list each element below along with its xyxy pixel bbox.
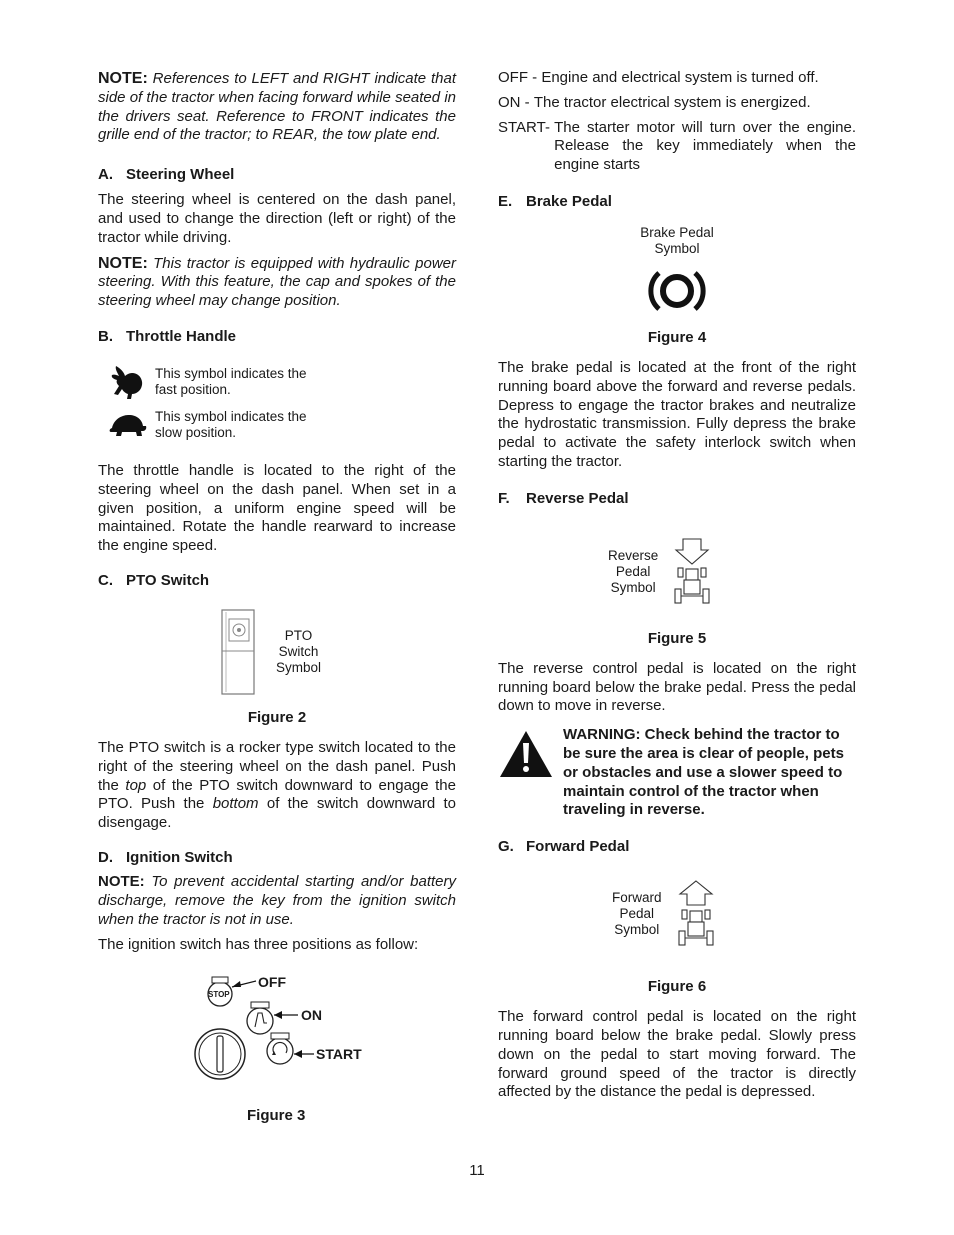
position-text: The tractor electrical system is energized.: [533, 93, 811, 111]
position-on: [498, 94, 856, 113]
heading-title: Ignition Switch: [126, 848, 233, 866]
note-references: [98, 70, 456, 145]
page-number: 11: [469, 1162, 485, 1179]
ignition-figure: [194, 975, 374, 1085]
steering-wheel-body: The steering wheel is centered on the dash panel, and used to change the direction (left or right) of the tractor while driving.: [98, 191, 456, 246]
label-line: Reverse: [608, 547, 659, 563]
brake-figure: [498, 265, 856, 317]
pto-symbol-label: [276, 628, 321, 676]
heading-title: Reverse Pedal: [526, 489, 629, 507]
fast-symbol-text: This symbol indicates the fast position.: [155, 365, 307, 397]
tractor-topview-icon: [675, 568, 709, 603]
forward-figure: [612, 880, 856, 948]
reverse-warning: [498, 726, 856, 820]
label-start: START: [316, 1046, 362, 1063]
heading-brake-pedal: [498, 193, 856, 211]
heading-letter: D.: [98, 848, 113, 866]
figure-5-caption: Figure 5: [647, 629, 707, 647]
label-line: Forward: [612, 890, 662, 906]
label-line: Symbol: [276, 659, 322, 675]
figure-3-caption: Figure 3: [247, 1107, 306, 1125]
heading-steering-wheel: [98, 166, 456, 184]
pto-figure: [220, 609, 456, 695]
ignition-intro: The ignition switch has three positions as follow:: [98, 936, 419, 954]
note-lead: NOTE:: [98, 254, 148, 272]
note-text: This tractor is equipped with hydraulic power steering. With this feature, the cap and spokes of the steering wheel may change position.: [98, 254, 456, 310]
heading-letter: F.: [498, 489, 510, 507]
note-power-steering: [98, 255, 456, 311]
label-line: Pedal: [619, 906, 655, 922]
note-lead: NOTE:: [98, 70, 148, 87]
pto-switch-icon: [220, 609, 256, 695]
figure-2-caption: Figure 2: [247, 708, 307, 726]
label-line: PTO: [284, 627, 313, 643]
turtle-icon: [108, 411, 148, 439]
body-text: of the PTO switch downward to engage the PTO. Push the: [98, 776, 456, 813]
slow-symbol-text: This symbol indicates the slow position.: [155, 408, 307, 440]
body-text: The PTO switch is a rocker type switch located to the right of the steering wheel on the dash panel. Push the: [98, 738, 456, 794]
brake-icon: [647, 265, 707, 317]
reverse-figure: [608, 538, 856, 606]
heading-letter: A.: [98, 166, 113, 184]
brake-pedal-body: The brake pedal is located at the front of the right running board above the forward and reverse pedals. Depress to engage the tractor brakes and neutralize the hydrostatic transmission. Fully depress the brake pedal to activate the safety interlock switch when starting the tractor.: [498, 358, 856, 470]
heading-title: Steering Wheel: [126, 166, 235, 184]
right-column: [498, 66, 856, 1102]
heading-letter: C.: [98, 571, 113, 589]
position-text: Engine and electrical system is turned off.: [541, 69, 819, 86]
position-key: OFF -: [498, 69, 542, 86]
position-off: [498, 69, 856, 88]
note-text: References to LEFT and RIGHT indicate that side of the tractor when facing forward while seated in the drivers seat. Reference to FRONT indicates the grille end of the tractor; to REAR, the tow plate end.: [98, 70, 457, 144]
label-line: Symbol: [654, 240, 700, 256]
warning-triangle-icon: [498, 729, 554, 779]
label-line: Switch: [278, 643, 319, 659]
heading-letter: E.: [498, 192, 513, 210]
position-key: START-: [498, 118, 555, 136]
heading-title: PTO Switch: [126, 571, 210, 589]
heading-ignition-switch: [98, 849, 456, 867]
slow-symbol-row: [108, 409, 456, 441]
heading-title: Brake Pedal: [526, 192, 612, 210]
emphasis-bottom: bottom: [212, 795, 259, 813]
position-text: The starter motor will turn over the engine. Release the key immediately when the engine starts: [554, 118, 856, 174]
emphasis-top: top: [125, 776, 147, 794]
tractor-topview-icon: [679, 910, 713, 945]
heading-title: Forward Pedal: [526, 838, 630, 856]
heading-letter: B.: [98, 327, 113, 345]
heading-throttle-handle: [98, 328, 456, 346]
stop-text: STOP: [208, 990, 230, 1000]
heading-pto-switch: [98, 572, 456, 590]
forward-arrow-icon: [676, 880, 716, 948]
reverse-pedal-body: The reverse control pedal is located on the right running board below the brake pedal. Press the pedal down to move in reverse.: [498, 659, 856, 715]
note-ignition: [98, 873, 456, 929]
fast-symbol-row: [108, 362, 456, 402]
position-start: [498, 119, 856, 175]
forward-pedal-body: The forward control pedal is located on the right running board below the brake pedal. Slowly press down on the pedal to start moving forward. The forward ground speed of the tractor is directly affected by the distance the pedal is depressed.: [498, 1008, 856, 1101]
warning-text: WARNING: Check behind the tractor to be sure the area is clear of people, pets or obstacles and use a slower speed to maintain control of the tractor when traveling in reverse.: [563, 726, 844, 819]
label-line: Pedal: [615, 563, 651, 579]
reverse-symbol-label: [608, 548, 658, 596]
heading-forward-pedal: [498, 838, 856, 856]
label-off: OFF: [258, 974, 286, 991]
brake-symbol-label: [498, 225, 856, 257]
left-column: [98, 66, 456, 1125]
label-line: Symbol: [610, 579, 656, 595]
label-line: Symbol: [614, 922, 660, 938]
rabbit-icon: [108, 362, 148, 402]
body-text: of the switch downward to disengage.: [98, 795, 456, 832]
label-on: ON: [301, 1007, 322, 1024]
figure-6-caption: Figure 6: [647, 978, 707, 996]
reverse-arrow-icon: [672, 538, 712, 606]
figure-4-caption: Figure 4: [647, 328, 707, 346]
position-key: ON -: [498, 93, 534, 111]
throttle-handle-body: The throttle handle is located to the right of the steering wheel on the dash panel. When set in a given position, a uniform engine speed will be maintained. Rotate the handle rearward to increase the engine speed.: [98, 461, 456, 555]
note-text: To prevent accidental starting and/or battery discharge, remove the key from the ignition switch when the tractor is not in use.: [98, 872, 457, 928]
heading-title: Throttle Handle: [126, 327, 237, 345]
label-line: Brake Pedal: [640, 224, 714, 240]
pto-switch-body: [98, 739, 456, 833]
heading-reverse-pedal: [498, 490, 856, 508]
heading-letter: G.: [498, 838, 514, 856]
forward-symbol-label: [612, 890, 662, 938]
note-lead: NOTE:: [98, 872, 145, 890]
